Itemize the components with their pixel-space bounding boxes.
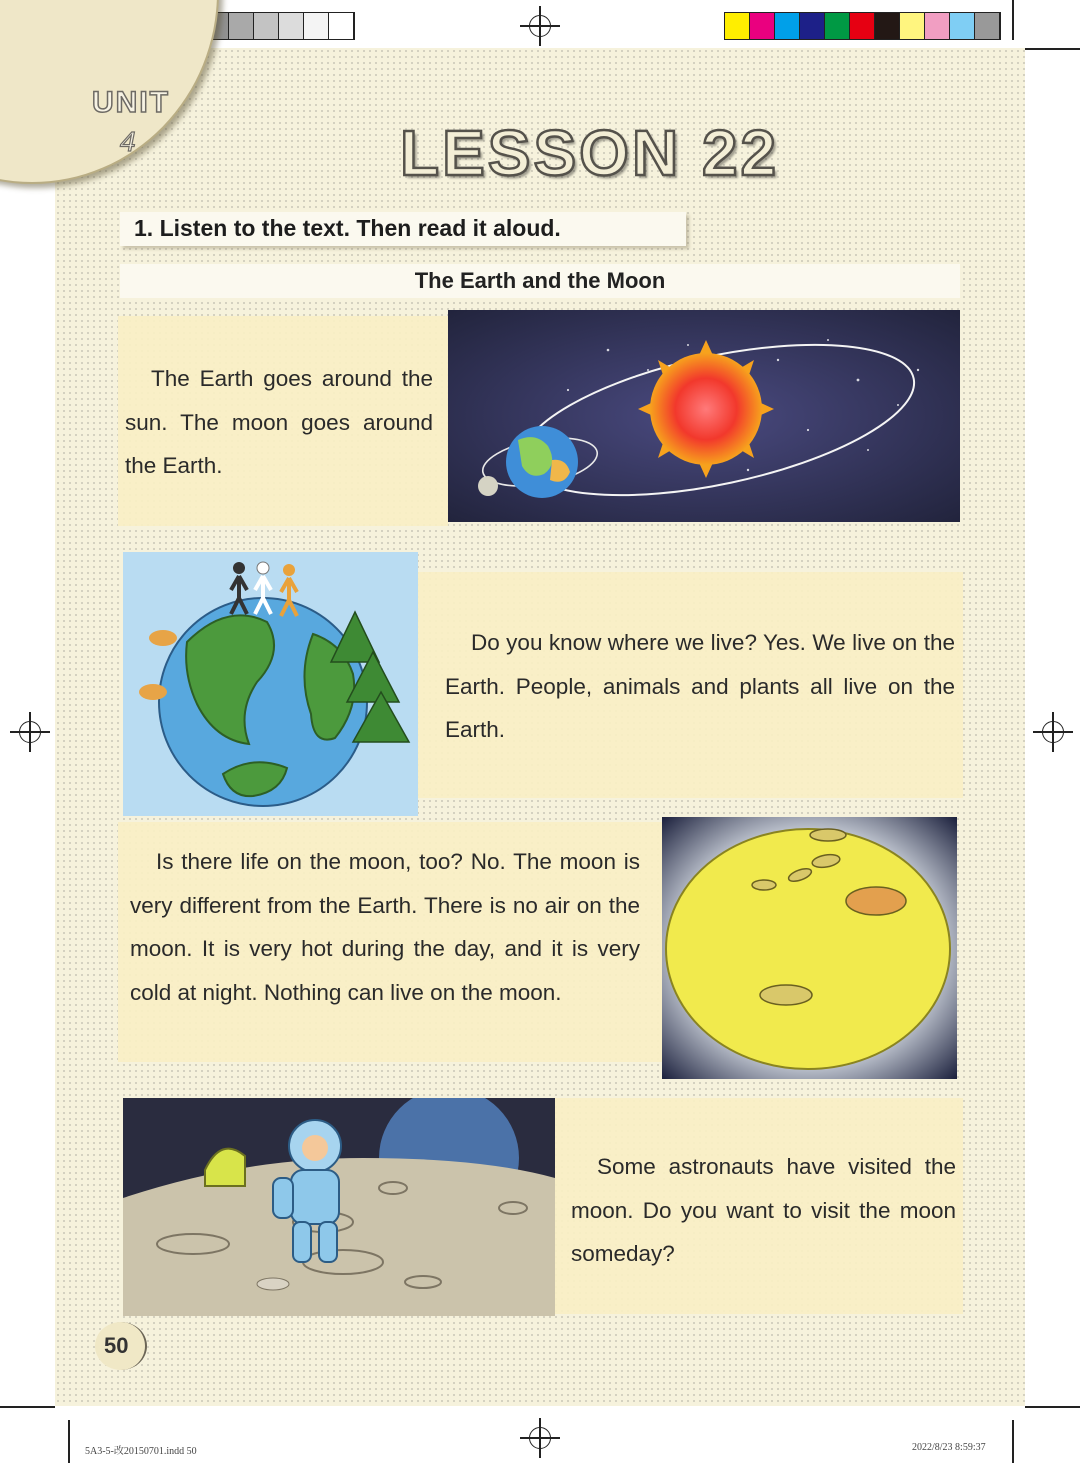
color-swatch [850,13,875,39]
lesson-title: LESSON 22 [400,117,780,189]
crop-mark [0,1406,55,1408]
astronaut-on-moon-icon [123,1098,555,1316]
color-swatch [825,13,850,39]
color-swatch [950,13,975,39]
page-number: 50 [104,1333,129,1358]
unit-number: 4 [120,126,136,157]
color-swatch [750,13,775,39]
color-swatch [254,13,279,39]
color-swatch [229,13,254,39]
unit-label: UNIT [92,86,170,119]
registration-mark-icon [520,1418,560,1458]
sun-earth-moon-orbit-icon [448,310,960,522]
color-swatch-bar [724,12,1001,40]
cratered-moon-icon [662,817,957,1079]
footer-file: 5A3-5-改20150701.indd 50 [85,1446,197,1457]
earth-with-people-animals-plants-icon [123,552,418,816]
text-title: The Earth and the Moon [414,268,666,293]
paragraph-2: Do you know where we live? Yes. We live on the Earth. People, animals and plants all live on the Earth. [445,630,955,742]
color-swatch [975,13,1000,39]
registration-mark-icon [10,712,50,752]
color-swatch [875,13,900,39]
registration-mark-icon [1033,712,1073,752]
crop-mark [68,1420,70,1463]
color-swatch [900,13,925,39]
instruction-text: 1. Listen to the text. Then read it aloud. [134,215,561,241]
color-swatch [925,13,950,39]
crop-mark [1012,0,1014,40]
paragraph-4: Some astronauts have visited the moon. Do you want to visit the moon someday? [571,1154,956,1266]
footer-timestamp: 2022/8/23 8:59:37 [912,1442,986,1453]
color-swatch [304,13,329,39]
crop-mark [1025,48,1080,50]
crop-mark [1012,1420,1014,1463]
paragraph-1: The Earth goes around the sun. The moon goes around the Earth. [125,366,433,478]
color-swatch [279,13,304,39]
color-swatch [775,13,800,39]
crop-mark [1025,1406,1080,1408]
registration-mark-icon [520,6,560,46]
color-swatch [800,13,825,39]
color-swatch [329,13,354,39]
color-swatch [725,13,750,39]
paragraph-3: Is there life on the moon, too? No. The moon is very different from the Earth. There is no air on the moon. It is very hot during the day, and it is very cold at night. Nothing can live on the moon. [130,849,640,1005]
